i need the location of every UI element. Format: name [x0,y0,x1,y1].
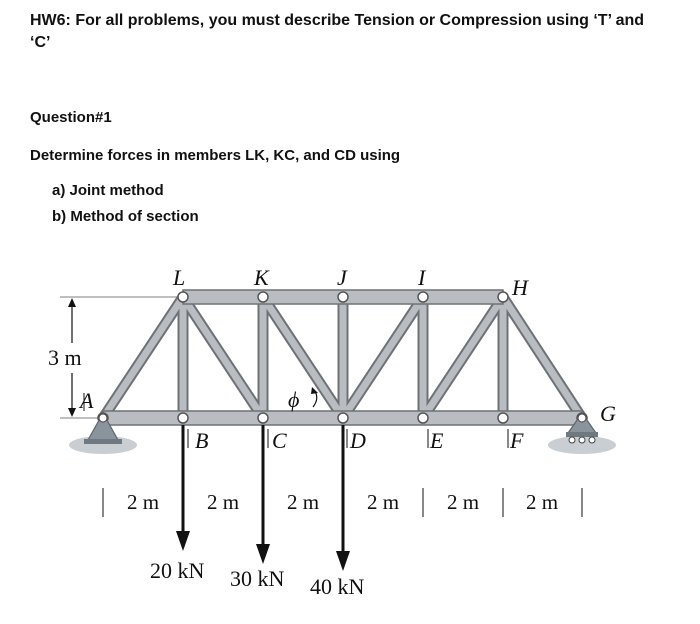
span-label-EF: 2 m [446,490,480,514]
method-item-section: b) Method of section [52,208,199,225]
truss-diagram [0,255,700,624]
joint-label-G: G [600,401,616,426]
joint-label-H: H [512,275,528,300]
span-label-CD: 2 m [286,490,320,514]
height-label: 3 m [48,345,82,370]
joint-label-C: C [272,428,287,453]
span-label-BC: 2 m [206,490,240,514]
method-item-joint: a) Joint method [52,182,164,199]
load-label-D: 40 kN [310,574,365,599]
joint-label-E: E [430,428,444,453]
question-title: Question#1 [30,109,112,126]
joint-label-L: L [173,265,186,290]
span-label-FG: 2 m [525,490,559,514]
header-line-1: HW6: For all problems, you must describe Tension or Compression using ‘T’ and [30,12,645,29]
angle-label: ϕ [288,387,300,412]
joint-label-A: A [80,388,94,413]
span-label-DE: 2 m [366,490,400,514]
span-label-AB: 2 m [126,490,160,514]
question-prompt: Determine forces in members LK, KC, and CD using [30,147,401,164]
header-line-2: ‘C’ [30,34,51,51]
joint-label-B: B [195,428,209,453]
method-list [52,182,199,234]
load-label-B: 20 kN [150,558,205,583]
joint-label-K: K [254,265,269,290]
load-label-C: 30 kN [230,566,285,591]
homework-header [30,10,690,54]
joint-label-F: F [510,428,524,453]
joint-label-D: D [350,428,366,453]
span-dimensions [103,488,582,517]
joint-label-I: I [418,265,426,290]
joint-label-J: J [337,265,347,290]
